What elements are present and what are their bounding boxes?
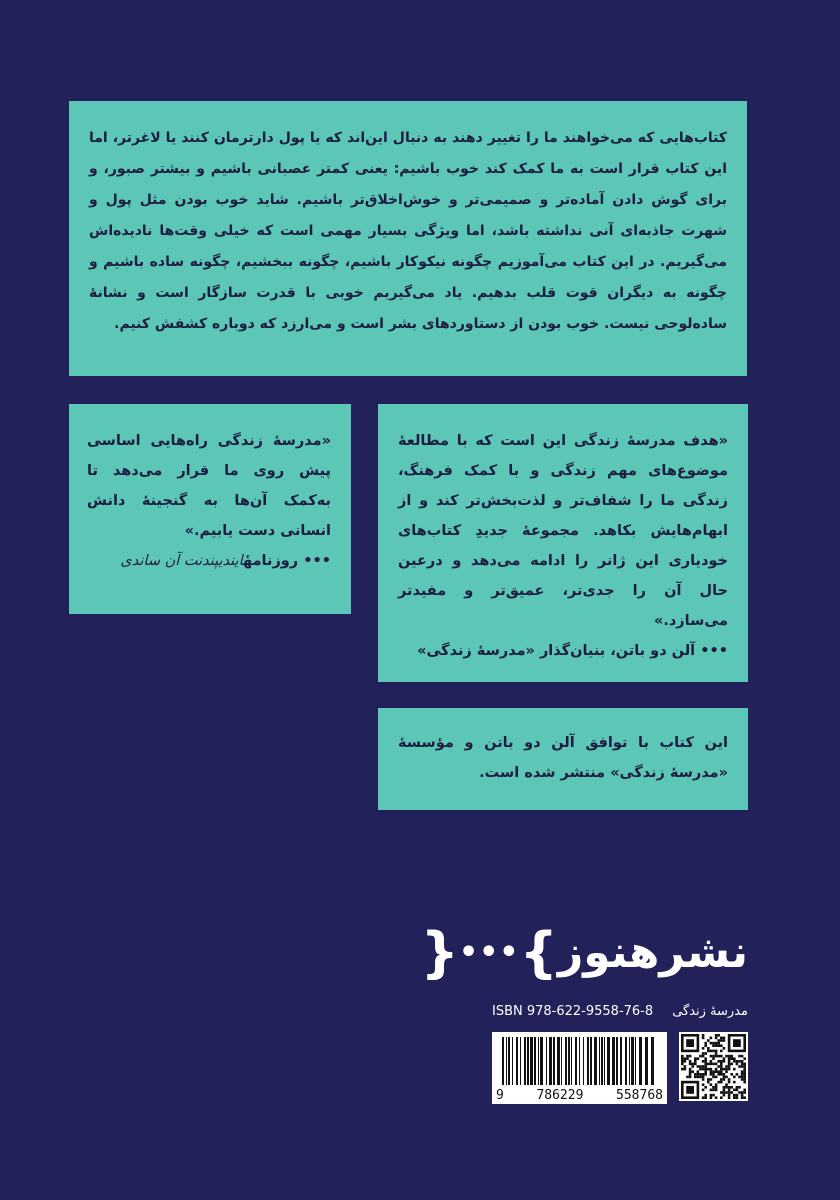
series-label: مدرسهٔ زندگی <box>672 1003 748 1019</box>
publisher-name: نشرهنوز <box>557 927 748 978</box>
barcode-group-2: 558768 <box>616 1088 663 1103</box>
quote-box-de-botton <box>378 404 748 682</box>
copyright-note-box <box>378 708 748 810</box>
logo-brace-close: { <box>420 921 459 984</box>
barcode-digit-first: 9 <box>496 1088 504 1103</box>
isbn-label: ISBN 978-622-9558-76-8 <box>492 1003 654 1019</box>
description-box <box>69 101 747 376</box>
attribution-prefix: ••• روزنامهٔ <box>243 553 331 569</box>
barcode-number <box>496 1088 663 1103</box>
logo-dots: ••• <box>458 935 520 970</box>
qr-code-pattern <box>679 1032 748 1101</box>
isbn-row <box>492 1000 748 1022</box>
publisher-logo <box>420 921 748 984</box>
barcode-group-1: 786229 <box>536 1088 584 1103</box>
barcode-bars <box>500 1037 660 1087</box>
logo-brace-open: } <box>519 921 558 984</box>
barcode <box>492 1032 667 1104</box>
quote-attribution-de-botton: ••• آلن دو باتن، بنیان‌گذار «مدرسهٔ زندگی» <box>417 643 728 659</box>
attribution-source: ایندیپندنت آن ساندی <box>120 553 243 569</box>
quote-box-independent <box>69 404 351 614</box>
description-text: کتاب‌هایی که می‌خواهند ما را تغییر دهند به دنبال این‌اند که یا پول دارترمان کنند یا لاغرتر، اما این کتاب قرار است به ما کمک کند خوب باشیم: یعنی کمتر عصبانی باشیم و بیشتر صبور، و برای گوش دادن آماده‌تر و صمیمی‌تر و خوش‌اخلاق‌تر باشیم. شاید خوب بودن مثل پول و شهرت جاذبه‌ای آنی نداشته باشد، اما ویژگی بسیار مهمی است که خیلی وقت‌ها نادیده‌اش می‌گیریم. در این کتاب می‌آموزیم چگونه نیکوکار باشیم، چگونه ببخشیم، چگونه ساده باشیم و چگونه به دیگران قوت قلب بدهیم. یاد می‌گیریم خوبی با قدرت سازگار است و نشانهٔ ساده‌لوحی نیست. خوب بودن از دستاوردهای بشر است و می‌ارزد که دوباره کشفش کنیم. <box>89 130 727 332</box>
copyright-note-text: این کتاب با توافق آلن دو باتن و مؤسسهٔ «مدرسهٔ زندگی» منتشر شده است. <box>398 735 728 781</box>
quote-text-de-botton: «هدف مدرسهٔ زندگی این است که با مطالعهٔ موضوع‌های مهم زندگی و با کمک فرهنگ، زندگی ما را شفاف‌تر و لذت‌بخش‌تر کند و از ابهام‌هایش بکاهد. مجموعهٔ جدیدِ کتاب‌های خودیاری این ژانر را ادامه می‌دهد و درعین حال آن را جدی‌تر، عمیق‌تر و مفیدتر می‌سازد.» <box>398 433 728 629</box>
quote-attribution-independent <box>87 546 331 576</box>
qr-code <box>679 1032 748 1101</box>
quote-text-independent: «مدرسهٔ زندگی راه‌هایی اساسی پیش روی ما قرار می‌دهد تا به‌کمک آن‌ها به گنجینهٔ دانش انسانی دست یابیم.» <box>87 433 331 539</box>
